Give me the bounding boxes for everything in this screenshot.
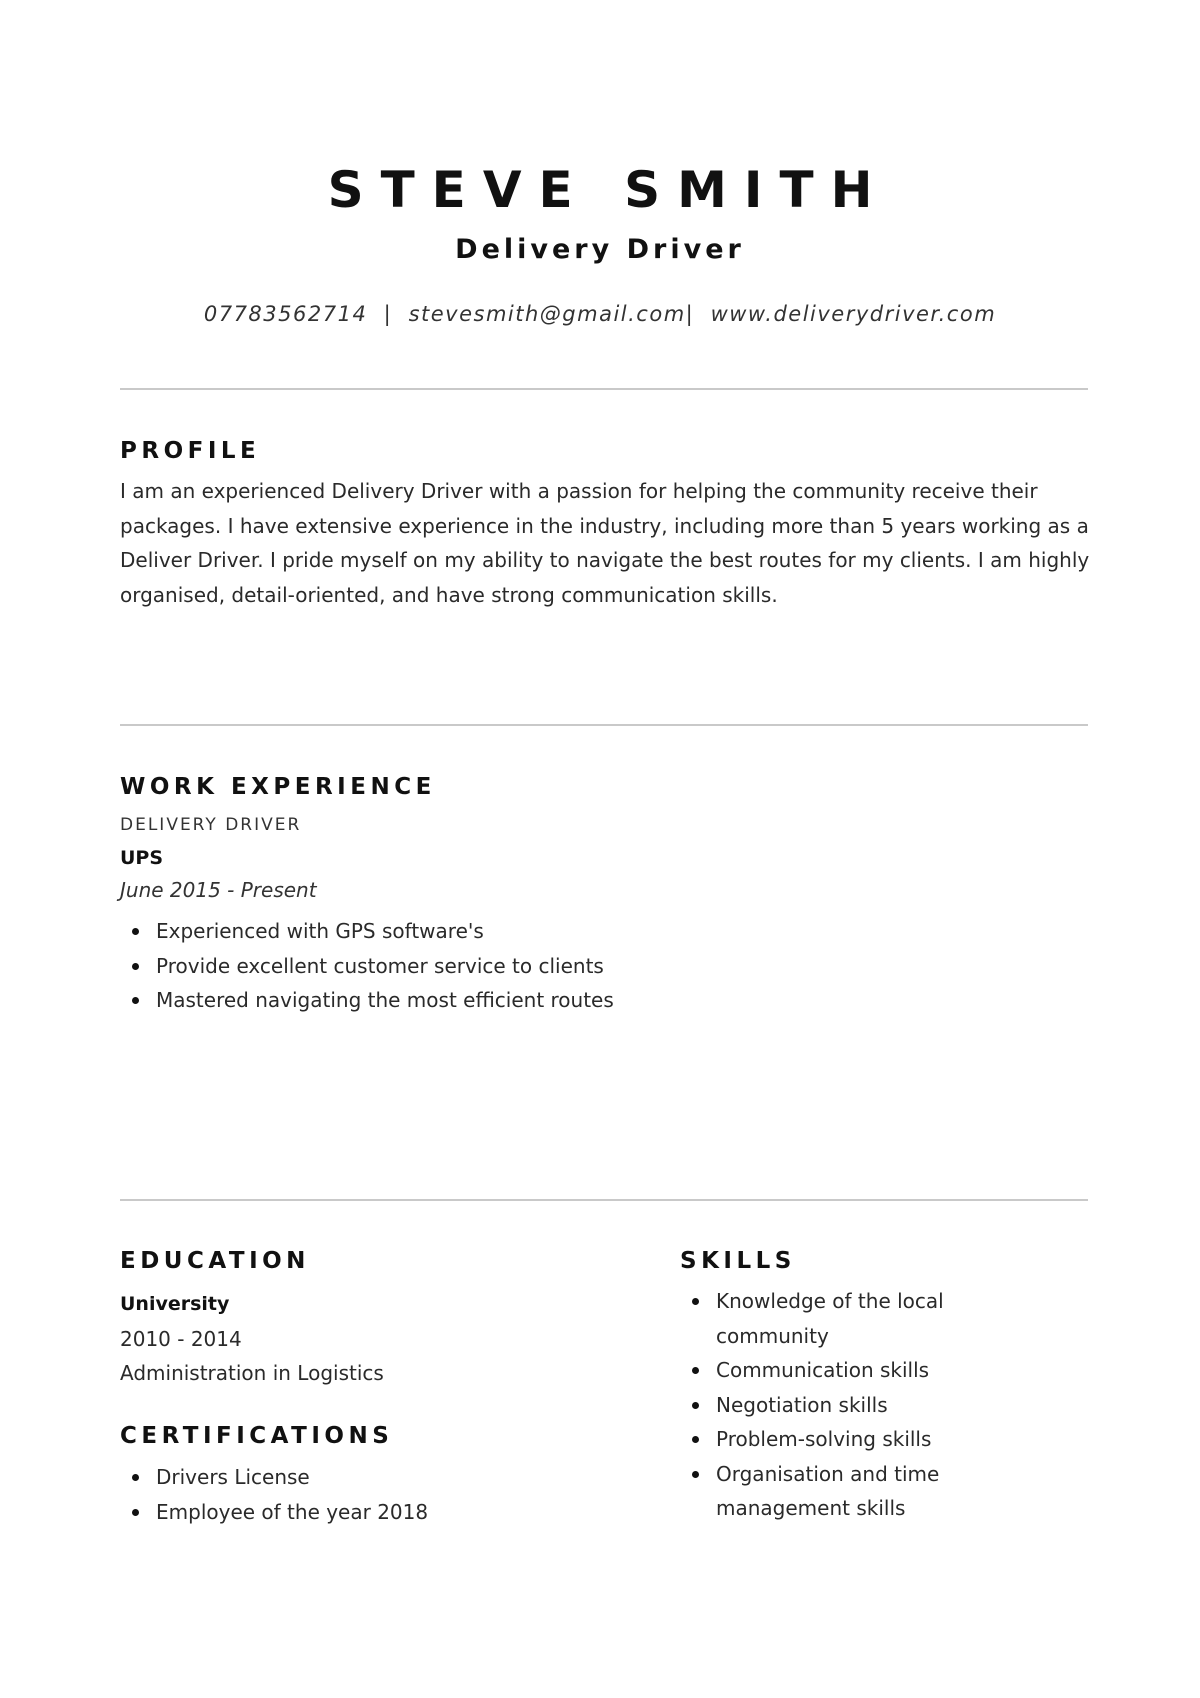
- contact-line: 07783562714 | stevesmith@gmail.com| www.deliverydriver.com: [203, 302, 997, 326]
- list-item: [120, 949, 820, 984]
- certifications-list: [120, 1460, 620, 1529]
- list-item-text: Negotiation skills: [716, 1392, 888, 1417]
- profile-text: I am an experienced Delivery Driver with a passion for helping the community receive their packages. I have extensive experience in the industry, including more than 5 years working as a Deliver Driver. I pride myself on my ability to navigate the best routes for my clients. I am highly organised, detail-oriented, and have strong communication skills.: [120, 479, 1090, 607]
- list-item: [680, 1422, 1010, 1457]
- work-bullet-list: [120, 914, 820, 1018]
- company-name: UPS: [120, 847, 164, 869]
- skills-list: [680, 1284, 1010, 1526]
- employment-dates: June 2015 - Present: [120, 878, 317, 902]
- job-title: Delivery Driver: [455, 234, 745, 265]
- bullet-icon: [132, 963, 139, 970]
- bullet-icon: [132, 928, 139, 935]
- list-item-text: Employee of the year 2018: [156, 1499, 429, 1524]
- list-item: [120, 983, 820, 1018]
- bullet-icon: [692, 1471, 699, 1478]
- list-item-text: Drivers License: [156, 1465, 310, 1489]
- profile-heading: PROFILE: [120, 438, 261, 464]
- education-institution: University: [120, 1293, 230, 1315]
- bullet-icon: [132, 1509, 139, 1516]
- list-item-text: Mastered navigating the most efficient routes: [156, 988, 614, 1012]
- list-item: [680, 1457, 1010, 1526]
- list-item-text: Problem-solving skills: [716, 1427, 932, 1451]
- divider: [120, 724, 1088, 726]
- education-years: 2010 - 2014: [120, 1327, 242, 1351]
- list-item: [120, 914, 820, 949]
- divider: [120, 1199, 1088, 1201]
- bullet-icon: [692, 1367, 699, 1374]
- list-item-text: Knowledge of the local community: [716, 1289, 944, 1348]
- list-item: [120, 1495, 620, 1530]
- list-item-text: Organisation and time management skills: [716, 1461, 940, 1520]
- bullet-icon: [692, 1298, 699, 1305]
- list-item: [120, 1460, 620, 1495]
- list-item-text: Provide excellent customer service to clients: [156, 953, 604, 978]
- certifications-heading: CERTIFICATIONS: [120, 1423, 394, 1449]
- list-item: [680, 1388, 1010, 1423]
- education-field: Administration in Logistics: [120, 1361, 384, 1385]
- list-item-text: Communication skills: [716, 1358, 930, 1382]
- list-item: [680, 1353, 1010, 1388]
- bullet-icon: [132, 997, 139, 1004]
- list-item: [680, 1284, 1010, 1353]
- skills-heading: SKILLS: [680, 1248, 796, 1274]
- list-item-text: Experienced with GPS software's: [156, 919, 484, 943]
- bullet-icon: [692, 1436, 699, 1443]
- education-heading: EDUCATION: [120, 1248, 310, 1274]
- divider: [120, 388, 1088, 390]
- job-role: DELIVERY DRIVER: [120, 815, 302, 835]
- bullet-icon: [132, 1474, 139, 1481]
- work-experience-heading: WORK EXPERIENCE: [120, 774, 436, 800]
- bullet-icon: [692, 1402, 699, 1409]
- candidate-name: STEVE SMITH: [327, 161, 890, 219]
